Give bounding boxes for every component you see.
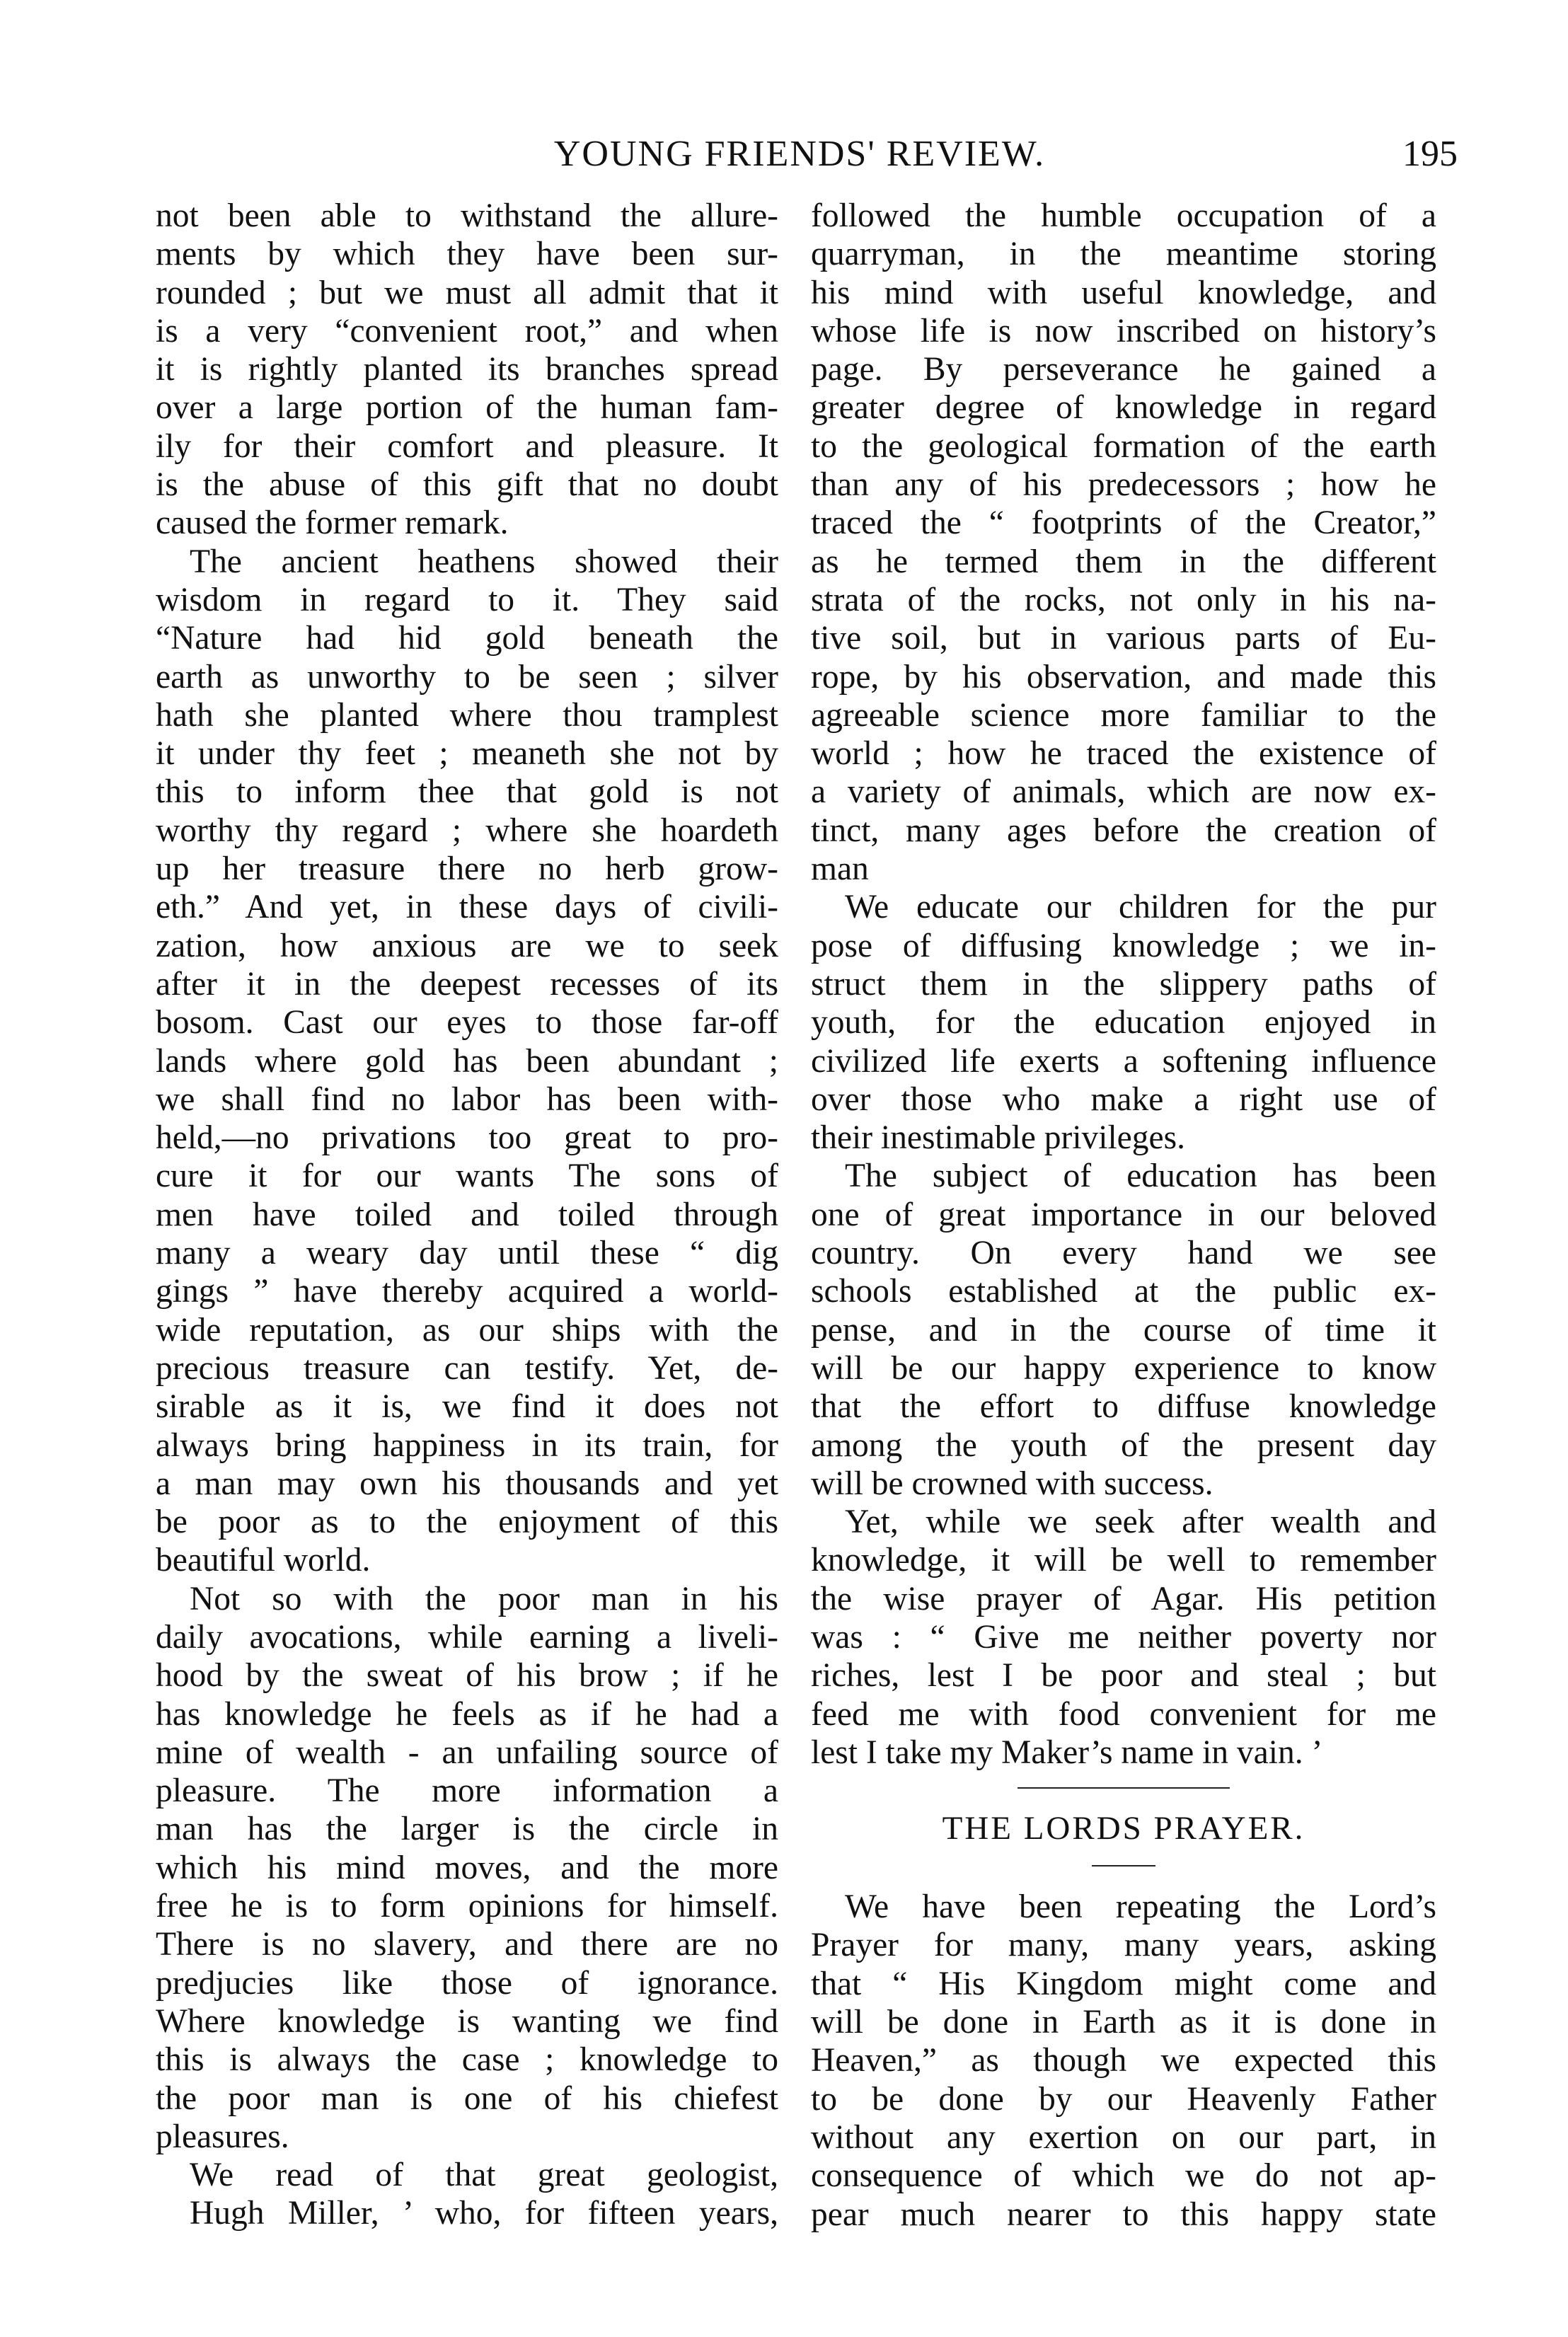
text-line: men have toiled and toiled through: [156, 1196, 778, 1233]
text-line: over a large portion of the human fam-: [156, 389, 778, 427]
text-line: cure it for our wants The sons of: [156, 1158, 778, 1195]
text-line: knowledge, it will be well to remember: [811, 1542, 1436, 1579]
text-line: pleasure. The more information a: [156, 1772, 778, 1810]
text-line: which his mind moves, and the more: [156, 1849, 778, 1886]
text-line: earth as unworthy to be seen ; silver: [156, 658, 778, 696]
section-heading: THE LORDS PRAYER.: [942, 1810, 1305, 1847]
text-line: than any of his predecessors ; how he: [811, 466, 1436, 504]
heading-underline: [1092, 1865, 1155, 1866]
text-line: not been able to withstand the allure-: [156, 197, 778, 234]
text-line: lest I take my Maker’s name in vain. ’: [811, 1733, 1323, 1771]
text-line: Yet, while we seek after wealth and: [845, 1504, 1436, 1541]
text-line: Not so with the poor man in his: [190, 1580, 778, 1617]
text-line: riches, lest I be poor and steal ; but: [811, 1657, 1436, 1695]
right-column: [811, 197, 1436, 2234]
text-line: strata of the rocks, not only in his na-: [811, 581, 1436, 618]
text-line: pense, and in the course of time it: [811, 1311, 1436, 1349]
text-line: struct them in the slippery paths of: [811, 965, 1436, 1003]
text-line: held,—no privations too great to pro-: [156, 1119, 778, 1157]
text-line: ments by which they have been sur-: [156, 236, 778, 273]
journal-title: YOUNG FRIENDS' REVIEW.: [553, 134, 1046, 174]
text-line: one of great importance in our beloved: [811, 1196, 1436, 1233]
page-number: 195: [1402, 134, 1458, 174]
text-line: consequence of which we do not ap-: [811, 2157, 1436, 2195]
text-line: has knowledge he feels as if he had a: [156, 1695, 778, 1733]
text-line: man: [811, 850, 869, 888]
text-line: tive soil, but in various parts of Eu-: [811, 620, 1436, 657]
text-line: hood by the sweat of his brow ; if he: [156, 1657, 778, 1695]
text-line: beautiful world.: [156, 1542, 371, 1579]
text-line: page. By perseverance he gained a: [811, 351, 1436, 388]
text-line: many a weary day until these “ dig: [156, 1235, 778, 1272]
text-line: pleasures.: [156, 2118, 289, 2155]
right-column-text-bottom: [811, 1888, 1436, 2234]
text-line: man has the larger is the circle in: [156, 1811, 778, 1848]
text-line: There is no slavery, and there are no: [156, 1926, 778, 1963]
text-line: it under thy feet ; meaneth she not by: [156, 735, 778, 773]
text-line: Heaven,” as though we expected this: [811, 2042, 1436, 2079]
text-line: tinct, many ages before the creation of: [811, 812, 1436, 849]
text-line: that “ His Kingdom might come and: [811, 1965, 1436, 2002]
section-divider: [1018, 1787, 1230, 1789]
text-line: to be done by our Heavenly Father: [811, 2080, 1436, 2118]
text-line: ily for their comfort and pleasure. It: [156, 427, 778, 465]
text-line: will be crowned with success.: [811, 1465, 1214, 1502]
text-line: sirable as it is, we find it does not: [156, 1388, 778, 1426]
text-line: up her treasure there no herb grow-: [156, 850, 778, 888]
text-line: daily avocations, while earning a liveli-: [156, 1618, 778, 1656]
text-line: We educate our children for the pur: [845, 889, 1436, 926]
text-line: bosom. Cast our eyes to those far-off: [156, 1004, 778, 1041]
text-line: quarryman, in the meantime storing: [811, 236, 1436, 273]
text-line: pear much nearer to this happy state: [811, 2195, 1436, 2233]
text-line: wide reputation, as our ships with the: [156, 1311, 778, 1349]
text-line: We read of that great geologist,: [190, 2157, 778, 2194]
text-line: after it in the deepest recesses of its: [156, 965, 778, 1003]
text-line: pose of diffusing knowledge ; we in-: [811, 927, 1436, 964]
text-line: to the geological formation of the earth: [811, 427, 1436, 465]
text-line: a variety of animals, which are now ex-: [811, 773, 1436, 811]
text-line: the wise prayer of Agar. His petition: [811, 1580, 1436, 1617]
text-line: Hugh Miller, ’ who, for fifteen years,: [190, 2195, 778, 2232]
text-line: a man may own his thousands and yet: [156, 1465, 778, 1502]
text-line: followed the humble occupation of a: [811, 197, 1436, 234]
text-line: country. On every hand we see: [811, 1235, 1436, 1272]
text-line: it is rightly planted its branches spread: [156, 351, 778, 388]
text-line: predjucies like those of ignorance.: [156, 1964, 778, 2002]
text-line: is a very “convenient root,” and when: [156, 312, 778, 350]
text-line: gings ” have thereby acquired a world-: [156, 1273, 778, 1310]
text-line: we shall find no labor has been with-: [156, 1080, 778, 1118]
right-column-text-top: [811, 197, 1436, 1772]
text-line: his mind with useful knowledge, and: [811, 274, 1436, 311]
text-line: without any exertion on our part, in: [811, 2118, 1436, 2156]
text-line: is the abuse of this gift that no doubt: [156, 466, 778, 504]
text-line: be poor as to the enjoyment of this: [156, 1504, 778, 1541]
text-line: free he is to form opinions for himself.: [156, 1888, 778, 1925]
text-line: rounded ; but we must all admit that it: [156, 274, 778, 311]
text-line: caused the former remark.: [156, 504, 509, 542]
text-line: wisdom in regard to it. They said: [156, 581, 778, 618]
text-line: Where knowledge is wanting we find: [156, 2002, 778, 2040]
text-line: this is always the case ; knowledge to: [156, 2041, 778, 2079]
text-line: among the youth of the present day: [811, 1426, 1436, 1464]
text-line: traced the “ footprints of the Creator,”: [811, 504, 1436, 542]
text-line: zation, how anxious are we to seek: [156, 927, 778, 964]
text-line: the poor man is one of his chiefest: [156, 2079, 778, 2117]
text-line: whose life is now inscribed on history’s: [811, 312, 1436, 350]
text-line: precious treasure can testify. Yet, de-: [156, 1349, 778, 1387]
text-line: feed me with food convenient for me: [811, 1695, 1436, 1733]
text-line: this to inform thee that gold is not: [156, 773, 778, 811]
text-line: as he termed them in the different: [811, 543, 1436, 580]
text-line: mine of wealth - an unfailing source of: [156, 1733, 778, 1771]
text-line: “Nature had hid gold beneath the: [156, 620, 778, 657]
text-line: over those who make a right use of: [811, 1080, 1436, 1118]
text-line: greater degree of knowledge in regard: [811, 389, 1436, 427]
text-line: civilized life exerts a softening influence: [811, 1042, 1436, 1080]
text-line: that the effort to diffuse knowledge: [811, 1388, 1436, 1426]
text-line: rope, by his observation, and made this: [811, 658, 1436, 696]
text-line: The ancient heathens showed their: [190, 543, 778, 580]
text-line: eth.” And yet, in these days of civili-: [156, 889, 778, 926]
running-header: [142, 126, 1458, 183]
text-line: their inestimable privileges.: [811, 1119, 1185, 1157]
text-line: The subject of education has been: [845, 1158, 1436, 1195]
text-line: worthy thy regard ; where she hoardeth: [156, 812, 778, 849]
left-column: [156, 197, 778, 2233]
text-line: lands where gold has been abundant ;: [156, 1042, 778, 1080]
text-line: will be done in Earth as it is done in: [811, 2004, 1436, 2041]
text-line: agreeable science more familiar to the: [811, 696, 1436, 734]
text-line: youth, for the education enjoyed in: [811, 1004, 1436, 1041]
text-line: always bring happiness in its train, for: [156, 1426, 778, 1464]
text-line: schools established at the public ex-: [811, 1273, 1436, 1310]
text-line: Prayer for many, many years, asking: [811, 1927, 1436, 1964]
text-line: will be our happy experience to know: [811, 1349, 1436, 1387]
text-line: hath she planted where thou tramplest: [156, 696, 778, 734]
text-line: We have been repeating the Lord’s: [845, 1888, 1436, 1926]
text-line: was : “ Give me neither poverty nor: [811, 1618, 1436, 1656]
text-line: world ; how he traced the existence of: [811, 735, 1436, 773]
